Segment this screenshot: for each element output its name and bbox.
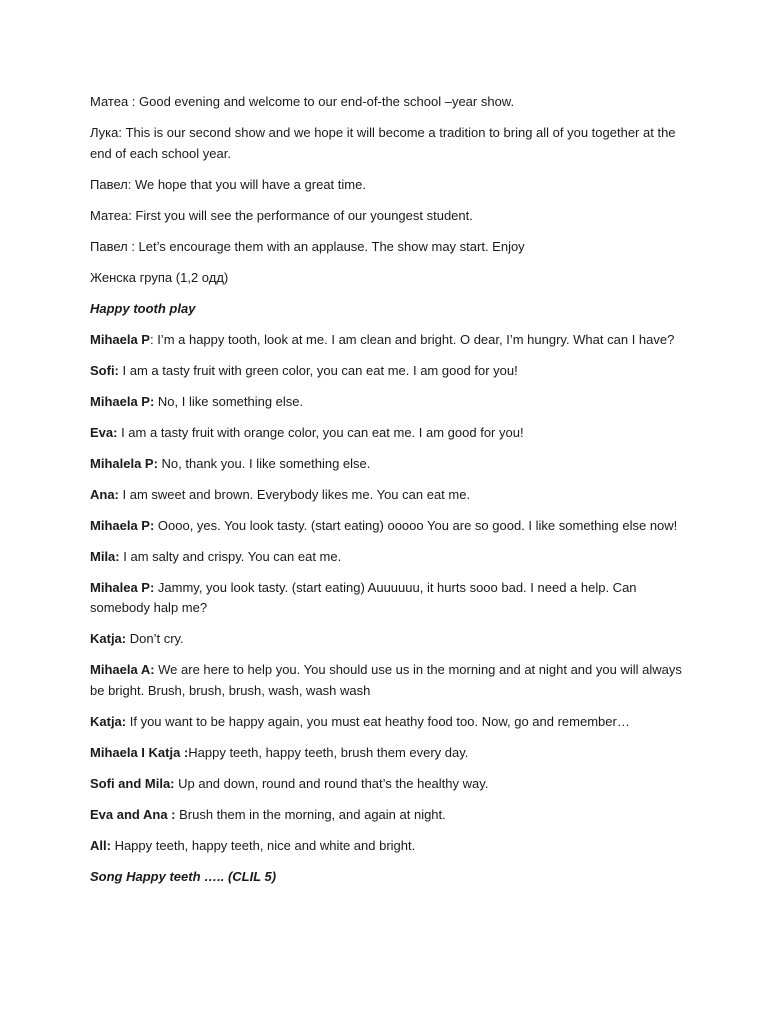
- speaker-name: Eva and Ana :: [90, 806, 176, 822]
- speaker-name: All:: [90, 837, 111, 853]
- line-text: I am a tasty fruit with orange color, you can eat me. I am good for you!: [117, 424, 524, 440]
- line-text: Happy teeth, happy teeth, nice and white and bright.: [110, 837, 416, 853]
- line-text: Женска група (1,2 одд): [90, 269, 229, 285]
- line-text: I am salty and crispy. You can eat me.: [119, 548, 342, 564]
- script-line: [90, 629, 682, 650]
- script-line: [90, 660, 682, 701]
- heading-text: Happy tooth play: [90, 300, 196, 316]
- script-line: [90, 392, 682, 413]
- heading-text: Song Happy teeth ….. (CLIL 5): [90, 868, 277, 884]
- section-heading: [90, 299, 682, 320]
- speaker-name: Mihalea P:: [90, 579, 155, 595]
- script-line: [90, 361, 682, 382]
- script-line: [90, 268, 682, 289]
- script-line: [90, 516, 682, 537]
- line-text: Павел : Let’s encourage them with an applause. The show may start. Enjoy: [90, 238, 525, 254]
- script-line: [90, 454, 682, 475]
- line-text: Матеа: First you will see the performance of our youngest student.: [90, 207, 473, 223]
- line-text: I am a tasty fruit with green color, you can eat me. I am good for you!: [118, 362, 518, 378]
- script-text: [90, 92, 682, 898]
- speaker-name: Mila:: [90, 548, 120, 564]
- line-text: If you want to be happy again, you must eat heathy food too. Now, go and remember…: [126, 713, 630, 729]
- script-line: [90, 805, 682, 826]
- line-text: Up and down, round and round that’s the healthy way.: [174, 775, 489, 791]
- script-line: [90, 175, 682, 196]
- speaker-name: Eva:: [90, 424, 118, 440]
- song-heading: [90, 867, 682, 888]
- speaker-name: Mihaela P:: [90, 393, 155, 409]
- script-line: [90, 774, 682, 795]
- speaker-name: Mihaela P:: [90, 517, 155, 533]
- speaker-name: Mihalela P:: [90, 455, 158, 471]
- speaker-name: Katja:: [90, 713, 127, 729]
- line-text: No, I like something else.: [154, 393, 304, 409]
- speaker-name: Sofi and Mila:: [90, 775, 175, 791]
- line-text: : I’m a happy tooth, look at me. I am clean and bright. O dear, I’m hungry. What can I have?: [149, 331, 675, 347]
- script-line: [90, 485, 682, 506]
- speaker-name: Mihaela I Katja :: [90, 744, 189, 760]
- speaker-name: Sofi:: [90, 362, 119, 378]
- line-text: Happy teeth, happy teeth, brush them every day.: [188, 744, 469, 760]
- script-line: [90, 123, 682, 164]
- script-line: [90, 206, 682, 227]
- line-text: We are here to help you. You should use us in the morning and at night and you will always be bright. Brush, brush, brush, wash, wash wash: [90, 662, 682, 698]
- line-text: Brush them in the morning, and again at night.: [175, 806, 446, 822]
- script-line: [90, 836, 682, 857]
- line-text: Don’t cry.: [126, 631, 184, 646]
- line-text: I am sweet and brown. Everybody likes me. You can eat me.: [118, 486, 471, 502]
- line-text: Лука: This is our second show and we hope it will become a tradition to bring all of you together at the end of each school year.: [90, 125, 676, 161]
- script-line: [90, 743, 682, 764]
- script-line: [90, 423, 682, 444]
- line-text: Jammy, you look tasty. (start eating) Auuuuuu, it hurts sooo bad. I need a help. Can somebody halp me?: [90, 579, 637, 615]
- script-line: [90, 92, 682, 113]
- script-line: [90, 330, 682, 351]
- speaker-name: Katja:: [90, 631, 127, 646]
- line-text: Павел: We hope that you will have a great time.: [90, 176, 366, 192]
- script-line: [90, 547, 682, 568]
- speaker-name: Mihaela A:: [90, 662, 155, 677]
- script-line: [90, 237, 682, 258]
- speaker-name: Mihaela P: [90, 331, 150, 347]
- script-line: [90, 712, 682, 733]
- line-text: Матеа : Good evening and welcome to our end-of-the school –year show.: [90, 94, 515, 109]
- line-text: No, thank you. I like something else.: [157, 455, 371, 471]
- script-line: [90, 578, 682, 619]
- line-text: Oooo, yes. You look tasty. (start eating) ooooo You are so good. I like something else now!: [154, 517, 678, 533]
- speaker-name: Ana:: [90, 486, 119, 502]
